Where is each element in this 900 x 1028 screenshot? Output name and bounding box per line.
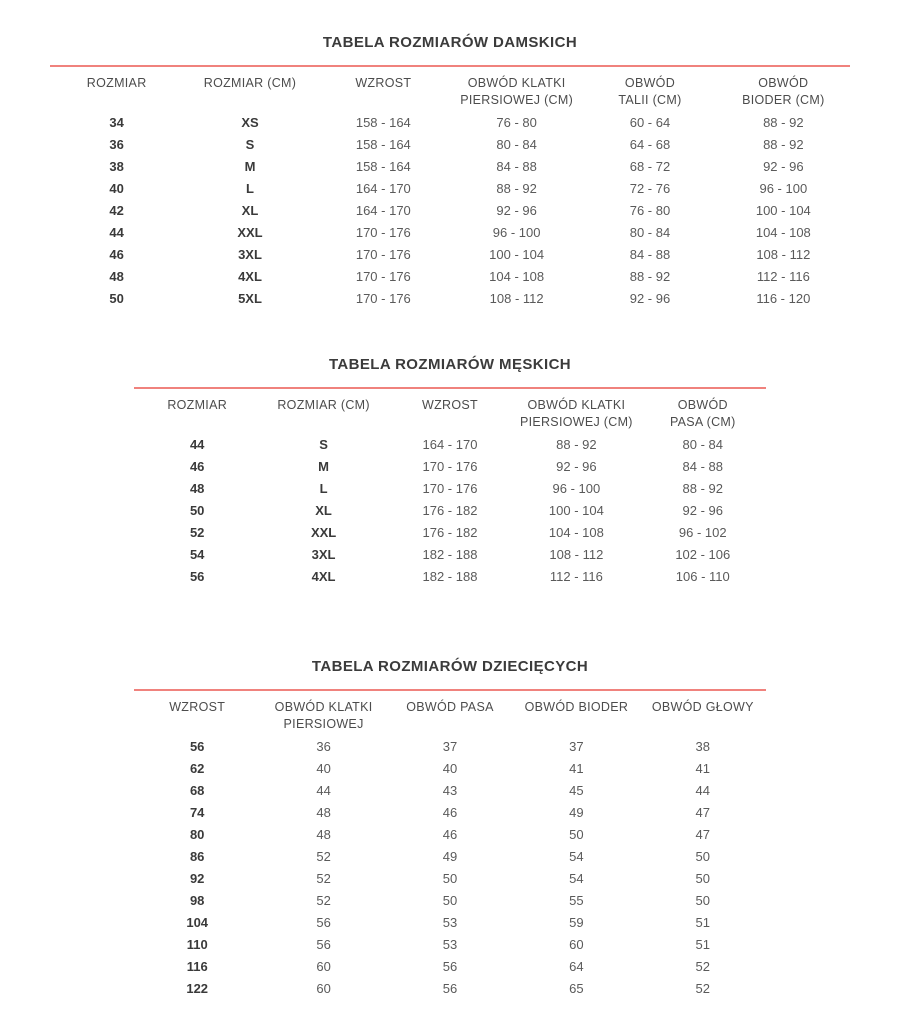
size-cell: 116	[186, 959, 208, 974]
size-cell: 51	[695, 915, 711, 930]
size-cell: 44	[695, 783, 711, 798]
size-cell: 52	[695, 981, 711, 996]
table-row	[134, 478, 766, 500]
size-cell: 3XL	[238, 247, 262, 262]
size-cell: XXL	[310, 525, 337, 540]
table-row	[50, 200, 850, 222]
size-cell: 170 - 176	[422, 481, 478, 496]
size-cell: M	[244, 159, 256, 174]
size-cell: 4XL	[311, 569, 336, 584]
size-cell: 50	[695, 871, 711, 886]
size-cell: 104	[186, 915, 209, 930]
size-cell: 80 - 84	[496, 137, 537, 152]
table-row	[134, 456, 766, 478]
size-cell: 64 - 68	[629, 137, 671, 152]
size-cell: 108 - 112	[756, 247, 811, 262]
size-cell: 100 - 104	[755, 203, 811, 218]
size-cell: 92 - 96	[556, 459, 597, 474]
column-header	[640, 690, 766, 736]
table-row	[134, 758, 766, 780]
size-cell: 52	[316, 849, 331, 864]
size-cell: 182 - 188	[422, 547, 478, 562]
table-row	[134, 846, 766, 868]
table-row	[50, 222, 850, 244]
table-row	[134, 868, 766, 890]
size-cell: 60	[569, 937, 584, 952]
size-cell: 38	[695, 739, 711, 754]
size-cell: 36	[316, 739, 331, 754]
women-size-table	[50, 65, 850, 310]
column-header-line: ROZMIAR	[86, 76, 147, 90]
size-cell: XS	[241, 115, 259, 130]
table-row	[50, 178, 850, 200]
size-cell: 122	[186, 981, 209, 996]
table-row	[134, 544, 766, 566]
table-row	[134, 890, 766, 912]
size-cell: 164 - 170	[422, 437, 478, 452]
size-cell: 88 - 92	[496, 181, 537, 196]
column-header	[513, 690, 639, 736]
column-header-line: WZROST	[355, 76, 412, 90]
size-cell: 38	[109, 159, 124, 174]
size-cell: 96 - 102	[678, 525, 727, 540]
table-row	[50, 266, 850, 288]
size-cell: 56	[442, 959, 458, 974]
size-cell: S	[245, 137, 255, 152]
size-cell: 170 - 176	[355, 269, 411, 284]
size-cell: 60	[316, 959, 331, 974]
size-cell: 56	[189, 739, 205, 754]
size-cell: 56	[316, 915, 331, 930]
men-table-title: TABELA ROZMIARÓW MĘSKICH	[328, 356, 572, 373]
size-cell: 45	[569, 783, 584, 798]
size-cell: 84 - 88	[682, 459, 724, 474]
size-cell: 76 - 80	[629, 203, 671, 218]
size-cell: 4XL	[238, 269, 262, 284]
column-header-line: TALII (CM)	[618, 93, 682, 107]
column-header-line: ROZMIAR	[167, 398, 228, 412]
table-row	[134, 912, 766, 934]
size-cell: 84 - 88	[629, 247, 671, 262]
size-cell: 54	[569, 871, 584, 886]
column-header-line: BIODER (CM)	[742, 93, 825, 107]
men-size-table-section	[134, 356, 766, 588]
size-cell: S	[319, 437, 328, 452]
size-cell: 106 - 110	[675, 569, 730, 584]
size-cell: 46	[442, 805, 458, 820]
size-cell: L	[319, 481, 328, 496]
size-cell: 74	[189, 805, 205, 820]
children-size-table	[134, 689, 766, 1000]
table-row	[134, 736, 766, 758]
size-cell: 96 - 100	[759, 181, 808, 196]
table-row	[134, 566, 766, 588]
size-cell: 86	[189, 849, 205, 864]
size-cell: 100 - 104	[548, 503, 604, 518]
table-row	[50, 156, 850, 178]
column-header	[640, 388, 766, 434]
size-cell: 5XL	[238, 291, 262, 306]
column-header-line: OBWÓD	[758, 76, 809, 90]
size-cell: 164 - 170	[355, 181, 411, 196]
table-row	[134, 434, 766, 456]
size-cell: 88 - 92	[556, 437, 597, 452]
column-header	[387, 690, 513, 736]
size-cell: 110	[186, 937, 208, 952]
size-cell: 88 - 92	[629, 269, 671, 284]
size-cell: 44	[316, 783, 331, 798]
size-cell: 49	[442, 849, 458, 864]
size-cell: 176 - 182	[422, 525, 478, 540]
size-cell: 40	[442, 761, 458, 776]
column-header-line: OBWÓD KLATKI	[274, 700, 373, 714]
size-cell: 48	[316, 827, 331, 842]
column-header-line: PASA (CM)	[669, 415, 736, 429]
size-cell: 47	[695, 805, 711, 820]
size-cell: 42	[109, 203, 124, 218]
size-cell: 92 - 96	[763, 159, 804, 174]
size-cell: 50	[109, 291, 124, 306]
column-header	[717, 66, 850, 112]
size-cell: 56	[189, 569, 205, 584]
size-cell: 46	[189, 459, 205, 474]
size-cell: L	[246, 181, 254, 196]
size-cell: 50	[695, 893, 711, 908]
size-cell: 108 - 112	[489, 291, 544, 306]
column-header-line: PIERSIOWEJ (CM)	[519, 415, 633, 429]
size-cell: 62	[189, 761, 205, 776]
size-cell: 182 - 188	[422, 569, 478, 584]
column-header	[450, 66, 583, 112]
size-cell: 48	[189, 481, 205, 496]
column-header	[134, 690, 260, 736]
size-cell: 36	[109, 137, 124, 152]
size-cell: 44	[189, 437, 205, 452]
size-cell: 104 - 108	[548, 525, 604, 540]
size-cell: 37	[442, 739, 458, 754]
size-cell: 53	[442, 937, 458, 952]
size-cell: 88 - 92	[763, 137, 804, 152]
size-cell: 56	[316, 937, 331, 952]
size-cell: 92 - 96	[682, 503, 724, 518]
size-cell: 176 - 182	[422, 503, 478, 518]
size-cell: 40	[316, 761, 331, 776]
size-cell: 98	[189, 893, 205, 908]
size-cell: 88 - 92	[763, 115, 804, 130]
size-cell: 170 - 176	[355, 291, 411, 306]
size-cell: 50	[695, 849, 711, 864]
children-table-title: TABELA ROZMIARÓW DZIECIĘCYCH	[311, 658, 589, 675]
size-cell: 52	[189, 525, 205, 540]
size-cell: 50	[569, 827, 584, 842]
column-header	[387, 388, 513, 434]
size-cell: 170 - 176	[422, 459, 478, 474]
size-cell: 92 - 96	[496, 203, 537, 218]
size-cell: 170 - 176	[355, 247, 411, 262]
table-row	[134, 934, 766, 956]
size-cell: 80	[189, 827, 205, 842]
column-header-line: PIERSIOWEJ (CM)	[460, 93, 574, 107]
size-cell: 51	[695, 937, 711, 952]
header-row	[134, 690, 766, 736]
size-cell: 92	[189, 871, 205, 886]
table-row	[134, 802, 766, 824]
size-cell: 65	[569, 981, 584, 996]
column-header-line: OBWÓD KLATKI	[467, 76, 566, 90]
women-table-title: TABELA ROZMIARÓW DAMSKICH	[322, 34, 578, 51]
size-cell: 3XL	[311, 547, 336, 562]
size-cell: 102 - 106	[675, 547, 731, 562]
header-row	[50, 66, 850, 112]
size-cell: 41	[695, 761, 711, 776]
size-cell: 56	[442, 981, 458, 996]
size-cell: 80 - 84	[682, 437, 724, 452]
size-cell: XXL	[237, 225, 263, 240]
column-header	[260, 690, 386, 736]
size-cell: 48	[109, 269, 124, 284]
size-cell: XL	[241, 203, 259, 218]
size-cell: 158 - 164	[355, 159, 411, 174]
size-cell: 64	[569, 959, 584, 974]
size-cell: 46	[442, 827, 458, 842]
size-cell: 44	[109, 225, 124, 240]
column-header	[183, 66, 316, 112]
size-cell: 96 - 100	[552, 481, 601, 496]
size-cell: 68	[189, 783, 205, 798]
table-row	[50, 112, 850, 134]
size-cell: 96 - 100	[492, 225, 541, 240]
column-header-line: OBWÓD	[677, 398, 728, 412]
size-cell: XL	[315, 503, 332, 518]
size-cell: 54	[569, 849, 584, 864]
table-row	[50, 288, 850, 310]
size-cell: 76 - 80	[496, 115, 537, 130]
size-cell: 55	[569, 893, 584, 908]
size-cell: 46	[109, 247, 124, 262]
size-cell: 80 - 84	[629, 225, 671, 240]
column-header	[317, 66, 450, 112]
size-cell: 164 - 170	[355, 203, 411, 218]
table-row	[134, 956, 766, 978]
women-size-table-section	[50, 34, 850, 310]
size-cell: 34	[109, 115, 124, 130]
size-cell: 54	[189, 547, 205, 562]
table-row	[134, 824, 766, 846]
size-cell: 50	[189, 503, 205, 518]
column-header-line: OBWÓD PASA	[406, 700, 494, 714]
table-row	[134, 780, 766, 802]
size-cell: 112 - 116	[549, 569, 603, 584]
size-cell: 60 - 64	[629, 115, 671, 130]
column-header	[134, 388, 260, 434]
table-row	[50, 134, 850, 156]
column-header-line: OBWÓD BIODER	[524, 700, 629, 714]
size-cell: 88 - 92	[682, 481, 724, 496]
size-cell: 52	[695, 959, 711, 974]
size-cell: 52	[316, 871, 331, 886]
column-header-line: WZROST	[421, 398, 478, 412]
size-cell: 104 - 108	[489, 269, 545, 284]
column-header-line: WZROST	[169, 700, 226, 714]
column-header	[513, 388, 639, 434]
size-cell: 100 - 104	[489, 247, 545, 262]
size-cell: 116 - 120	[756, 291, 811, 306]
column-header-line: OBWÓD GŁOWY	[651, 700, 754, 714]
column-header-line: ROZMIAR (CM)	[203, 76, 297, 90]
size-cell: 104 - 108	[755, 225, 811, 240]
column-header-line: OBWÓD KLATKI	[527, 398, 626, 412]
table-row	[134, 978, 766, 1000]
size-cell: 50	[442, 893, 458, 908]
size-cell: 59	[569, 915, 584, 930]
size-cell: 84 - 88	[496, 159, 537, 174]
column-header-line: PIERSIOWEJ	[283, 717, 364, 731]
header-row	[134, 388, 766, 434]
size-cell: 158 - 164	[355, 137, 411, 152]
column-header	[583, 66, 716, 112]
size-cell: 37	[569, 739, 584, 754]
size-cell: 40	[109, 181, 124, 196]
men-size-table	[134, 387, 766, 588]
table-row	[134, 522, 766, 544]
children-size-table-section	[134, 658, 766, 1000]
table-row	[134, 500, 766, 522]
size-cell: 41	[569, 761, 584, 776]
size-cell: 48	[316, 805, 331, 820]
size-cell: M	[318, 459, 329, 474]
size-cell: 158 - 164	[355, 115, 411, 130]
size-cell: 52	[316, 893, 331, 908]
size-cell: 50	[442, 871, 458, 886]
size-cell: 72 - 76	[629, 181, 671, 196]
column-header	[50, 66, 183, 112]
size-cell: 60	[316, 981, 331, 996]
size-cell: 112 - 116	[756, 269, 810, 284]
size-cell: 47	[695, 827, 711, 842]
size-cell: 49	[569, 805, 584, 820]
column-header-line: ROZMIAR (CM)	[277, 398, 370, 412]
size-cell: 53	[442, 915, 458, 930]
column-header-line: OBWÓD	[624, 76, 676, 90]
size-cell: 108 - 112	[549, 547, 604, 562]
size-cell: 68 - 72	[629, 159, 671, 174]
table-row	[50, 244, 850, 266]
size-cell: 43	[442, 783, 458, 798]
size-cell: 92 - 96	[629, 291, 671, 306]
size-cell: 170 - 176	[355, 225, 411, 240]
column-header	[260, 388, 386, 434]
